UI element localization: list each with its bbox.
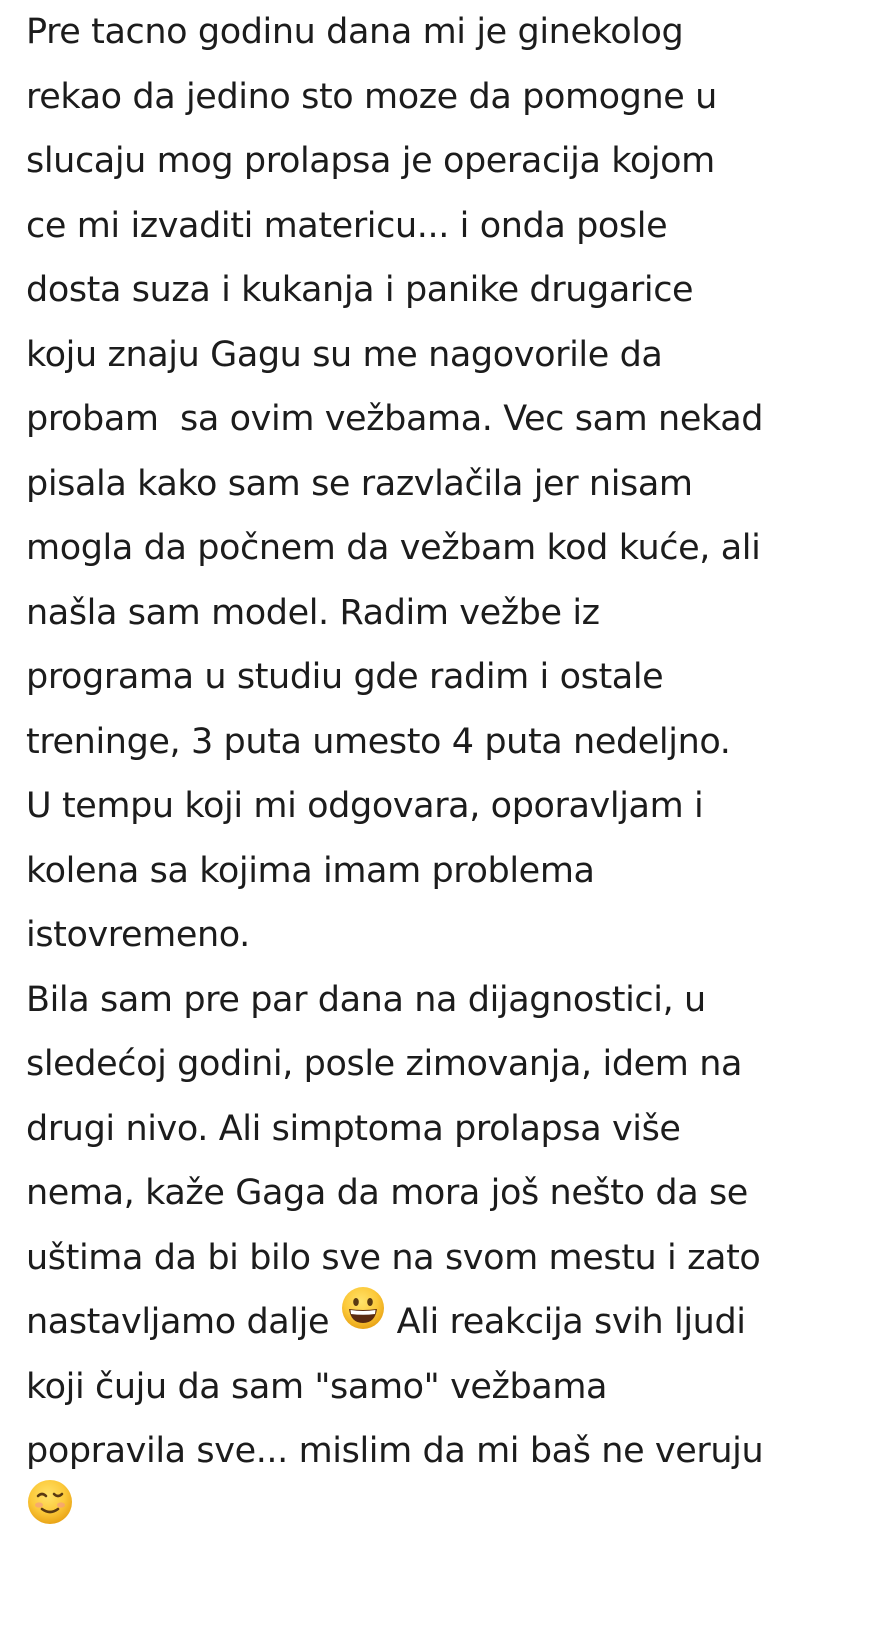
text-line: U tempu koji mi odgovara, oporavljam i: [26, 786, 704, 826]
text-line: Pre tacno godinu dana mi je ginekolog: [26, 12, 684, 52]
text-line: koju znaju Gagu su me nagovorile da: [26, 334, 663, 375]
text-line: slucaju mog prolapsa je operacija kojom: [26, 141, 715, 181]
text-line: sledećoj godini, posle zimovanja, idem na: [26, 1044, 743, 1084]
text-line: drugi nivo. Ali simptoma prolapsa više: [26, 1108, 681, 1149]
winking-face-emoji-icon: [26, 1478, 74, 1548]
text-line: programa u studiu gde radim i ostale: [26, 657, 664, 697]
text-line: mogla da počnem da vežbam kod kuće, ali: [26, 528, 761, 568]
text-line: Bila sam pre par dana na dijagnostici, u: [26, 979, 706, 1020]
post-body: [26, 0, 872, 1548]
text-line: popravila sve... mislim da mi baš ne veruju: [26, 1431, 764, 1471]
text-line: pisala kako sam se razvlačila jer nisam: [26, 463, 693, 504]
text-line: ce mi izvaditi matericu... i onda posle: [26, 205, 668, 246]
text-line: istovremeno.: [26, 915, 250, 955]
text-fragment: nastavljamo dalje: [26, 1302, 340, 1342]
text-line: rekao da jedino sto moze da pomogne u: [26, 76, 717, 117]
text-line-with-emoji: [26, 1290, 872, 1355]
text-line: probam sa ovim vežbama. Vec sam nekad: [26, 399, 764, 439]
text-line: našla sam model. Radim vežbe iz: [26, 592, 600, 633]
text-line: koji čuju da sam "samo" vežbama: [26, 1366, 608, 1407]
text-line: dosta suza i kukanja i panike drugarice: [26, 270, 694, 310]
grinning-face-emoji-icon: [340, 1285, 386, 1353]
text-line: nema, kaže Gaga da mora još nešto da se: [26, 1173, 748, 1213]
text-line: treninge, 3 puta umesto 4 puta nedeljno.: [26, 721, 731, 762]
text-line: kolena sa kojima imam problema: [26, 850, 595, 891]
text-line: uštima da bi bilo sve na svom mestu i zato: [26, 1237, 761, 1278]
text-fragment: Ali reakcija svih ljudi: [385, 1302, 746, 1342]
emoji-line: [26, 1484, 872, 1549]
